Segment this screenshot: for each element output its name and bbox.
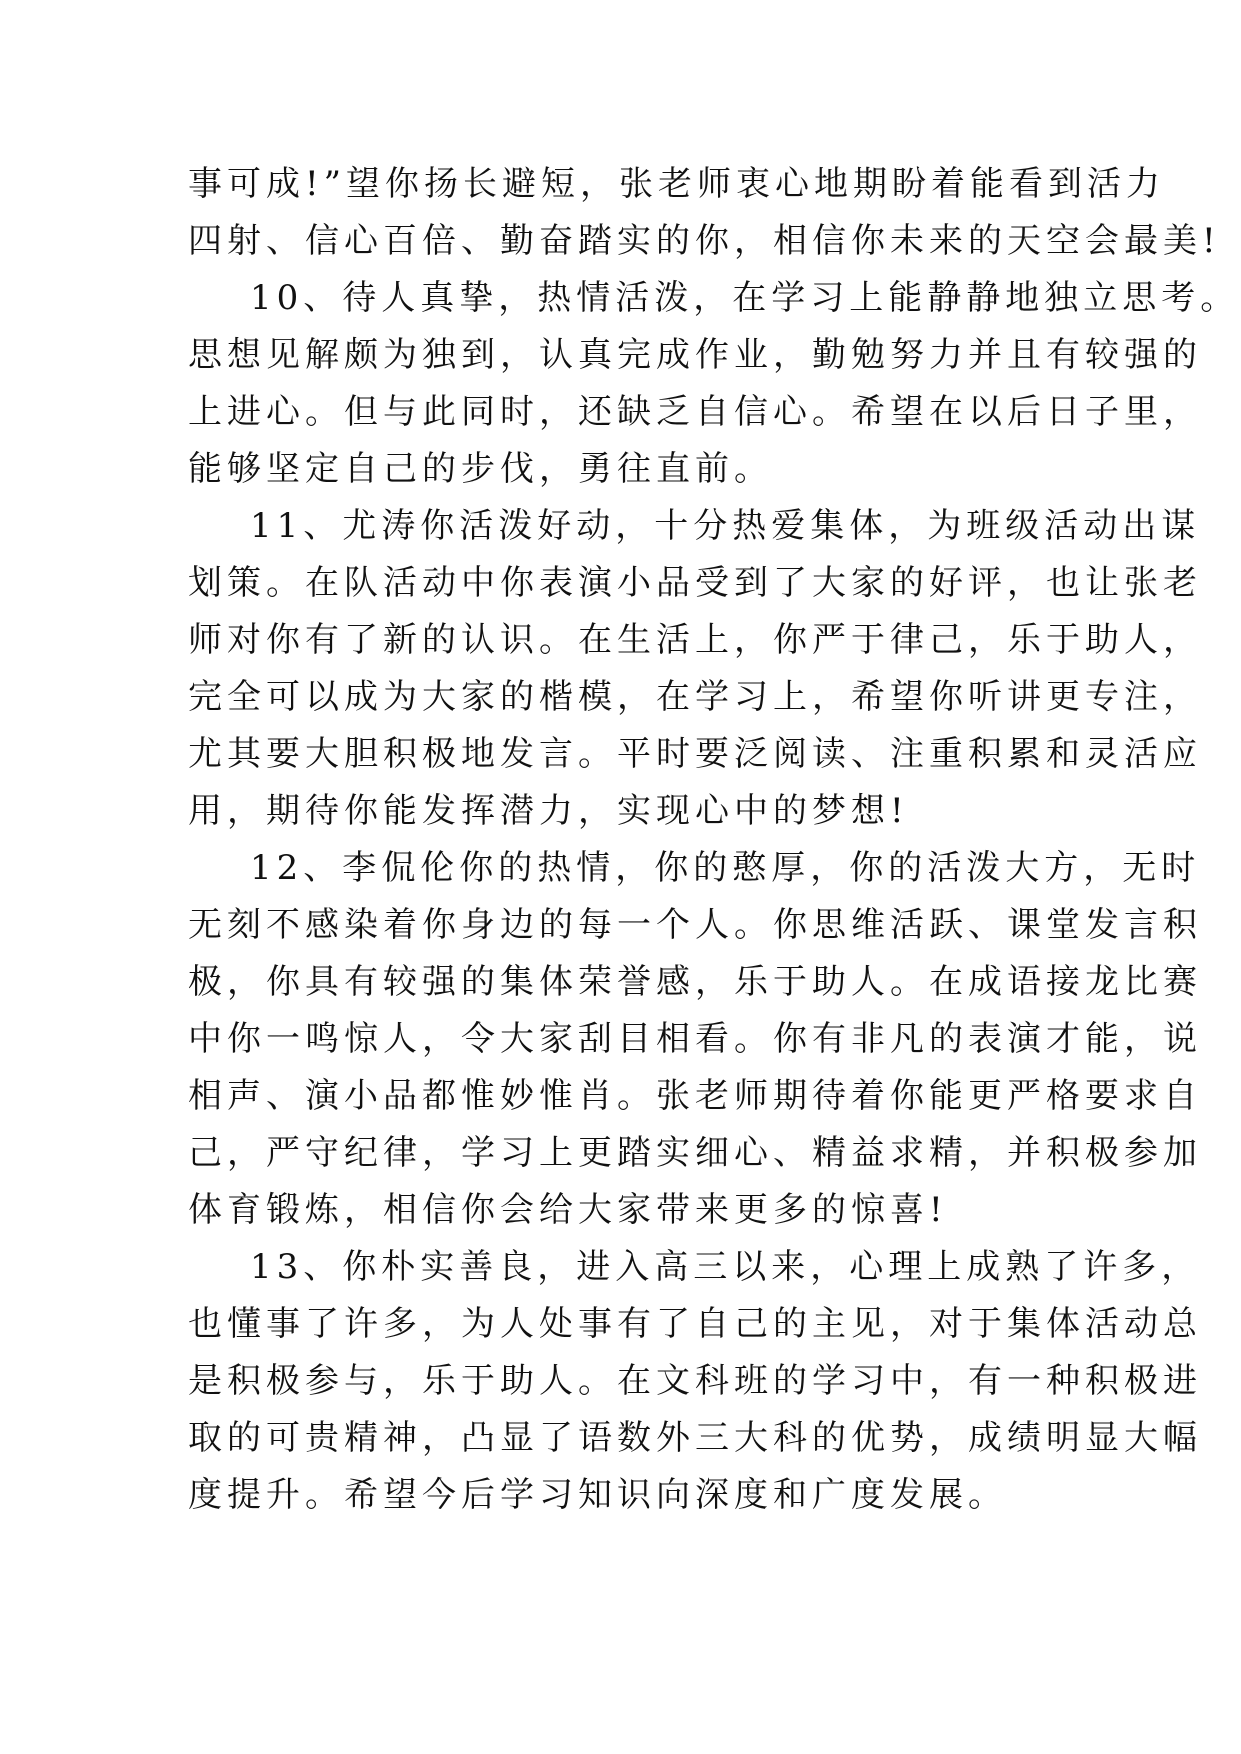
text-line: 用，期待你能发挥潜力，实现心中的梦想! [188, 791, 909, 831]
text-line: 相声、演小品都惟妙惟肖。张老师期待着你能更严格要求自 [188, 1076, 1202, 1116]
text-line: 中你一鸣惊人，令大家刮目相看。你有非凡的表演才能，说 [188, 1019, 1202, 1059]
text-line: 体育锻炼，相信你会给大家带来更多的惊喜! [188, 1190, 948, 1230]
text-line: 划策。在队活动中你表演小品受到了大家的好评，也让张老 [188, 563, 1202, 603]
paragraph-10 [188, 270, 1240, 498]
text-line: 上进心。但与此同时，还缺乏自信心。希望在以后日子里， [188, 392, 1202, 432]
text-line: 师对你有了新的认识。在生活上，你严于律己，乐于助人， [188, 620, 1202, 660]
text-line: 己，严守纪律，学习上更踏实细心、精益求精，并积极参加 [188, 1133, 1202, 1173]
paragraph-continuation [188, 156, 1221, 270]
text-line: 四射、信心百倍、勤奋踏实的你，相信你未来的天空会最美! [188, 221, 1221, 261]
text-line: 尤其要大胆积极地发言。平时要泛阅读、注重积累和灵活应 [188, 734, 1202, 774]
text-line: 思想见解颇为独到，认真完成作业，勤勉努力并且有较强的 [188, 335, 1202, 375]
text-line: 11、尤涛你活泼好动，十分热爱集体，为班级活动出谋 [250, 506, 1201, 546]
text-line: 完全可以成为大家的楷模，在学习上，希望你听讲更专注， [188, 677, 1202, 717]
text-line: 取的可贵精神，凸显了语数外三大科的优势，成绩明显大幅 [188, 1418, 1202, 1458]
paragraph-12 [188, 840, 1202, 1239]
text-line: 也懂事了许多，为人处事有了自己的主见，对于集体活动总 [188, 1304, 1202, 1344]
text-line: 无刻不感染着你身边的每一个人。你思维活跃、课堂发言积 [188, 905, 1202, 945]
text-line: 能够坚定自己的步伐，勇往直前。 [188, 449, 773, 489]
text-line: 10、待人真挚，热情活泼，在学习上能静静地独立思考。 [250, 278, 1240, 318]
text-line: 极，你具有较强的集体荣誉感，乐于助人。在成语接龙比赛 [188, 962, 1202, 1002]
document-body [188, 156, 1240, 1524]
text-line: 13、你朴实善良，进入高三以来，心理上成熟了许多， [250, 1247, 1201, 1287]
text-line: 度提升。希望今后学习知识向深度和广度发展。 [188, 1475, 1007, 1515]
paragraph-11 [188, 498, 1202, 840]
paragraph-13 [188, 1239, 1202, 1524]
text-line: 事可成!”望你扬长避短，张老师衷心地期盼着能看到活力 [188, 164, 1166, 204]
text-line: 12、李侃伦你的热情，你的憨厚，你的活泼大方，无时 [250, 848, 1201, 888]
text-line: 是积极参与，乐于助人。在文科班的学习中，有一种积极进 [188, 1361, 1202, 1401]
